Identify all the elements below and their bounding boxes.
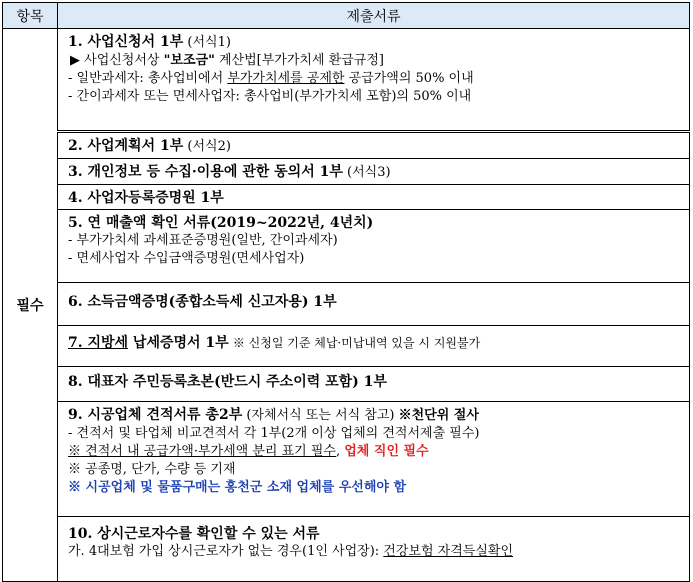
- item-9-line3: ※ 공종명, 단가, 수량 등 기재: [68, 462, 236, 477]
- row-item-7: [3, 326, 690, 367]
- item-8: [58, 367, 690, 402]
- item-10-line1-pre: 가. 4대보험 가입 상시근로자가 없는 경우(1인 사업장):: [68, 544, 384, 559]
- item-2-title: 2. 사업계획서 1부: [68, 138, 184, 154]
- item-1-line1-bold: "보조금": [163, 53, 215, 68]
- item-9-line2-comma: ,: [335, 444, 345, 459]
- item-5: [58, 210, 690, 283]
- item-5-title: 5. 연 매출액 확인 서류(2019~2022년, 4년치): [68, 215, 374, 231]
- item-1-title: 1. 사업신청서 1부: [68, 34, 184, 50]
- item-7-title-underline: 7. 지방세: [68, 335, 129, 351]
- header-documents: 제출서류: [58, 3, 690, 29]
- item-2-form: (서식2): [187, 139, 231, 154]
- document-table-wrapper: [2, 2, 690, 571]
- item-1-line2-post: 공급가액의 50% 이내: [344, 71, 474, 86]
- row-item-6: [3, 283, 690, 326]
- row-item-1: [3, 29, 690, 132]
- submission-documents-table: [2, 2, 690, 582]
- item-7: [58, 326, 690, 367]
- row-item-4: [3, 185, 690, 210]
- item-1-line3: - 간이과세자 또는 면세사업자: 총사업비(부가가치세 포함)의 50% 이내: [68, 89, 472, 104]
- item-1-line1-pre: ▶ 사업신청서상: [70, 53, 164, 68]
- item-9: [58, 402, 690, 517]
- header-item: 항목: [3, 3, 58, 29]
- item-3: [58, 159, 690, 185]
- item-1-line2-pre: - 일반과세자: 총사업비에서: [68, 71, 228, 86]
- item-9-line1: - 견적서 및 타업체 비교견적서 각 1부(2개 이상 업체의 견적서제출 필수): [68, 426, 480, 441]
- item-9-title: 9. 시공업체 견적서류 총2부: [68, 407, 243, 423]
- item-10-line1-underline: 건강보험 자격득실확인: [383, 544, 514, 559]
- item-9-line4: ※ 시공업체 및 물품구매는 홍천군 소재 업체를 우선해야 함: [68, 480, 407, 495]
- item-10-title: 10. 상시근로자수를 확인할 수 있는 서류: [68, 526, 320, 542]
- row-item-2: [3, 132, 690, 159]
- row-item-8: [3, 367, 690, 402]
- item-1-line2-underline: 부가가치세를 공제한: [227, 71, 345, 86]
- item-5-line2: - 면세사업자 수입금액증명원(면세사업자): [68, 251, 305, 266]
- item-9-title-paren: (자체서식 또는 서식 참고): [242, 408, 399, 423]
- item-10: [58, 517, 690, 582]
- item-6-title: 6. 소득금액증명(종합소득세 신고자용) 1부: [68, 294, 337, 310]
- item-6: [58, 283, 690, 326]
- row-item-5: [3, 210, 690, 283]
- item-4: [58, 185, 690, 210]
- item-5-line1: - 부가가치세 과세표준증명원(일반, 간이과세자): [68, 233, 338, 248]
- item-2: [58, 132, 690, 159]
- header-row: [3, 3, 690, 29]
- item-8-title: 8. 대표자 주민등록초본(반드시 주소이력 포함) 1부: [68, 374, 387, 390]
- row-item-9: [3, 402, 690, 517]
- category-required: 필수: [3, 29, 58, 582]
- item-7-note: ※ 신청일 기준 체납·미납내역 있을 시 지원불가: [232, 336, 481, 350]
- item-9-title-tail: ※천단위 절사: [398, 408, 479, 423]
- item-3-title: 3. 개인정보 등 수집·이용에 관한 동의서 1부: [68, 164, 343, 180]
- row-item-3: [3, 159, 690, 185]
- item-1: [58, 29, 690, 132]
- item-3-form: (서식3): [347, 165, 391, 180]
- item-4-title: 4. 사업자등록증명원 1부: [68, 190, 224, 206]
- item-1-form: (서식1): [187, 35, 231, 50]
- row-item-10: [3, 517, 690, 582]
- item-1-line1-post: 계산법[부가가치세 환급규정]: [214, 53, 384, 68]
- item-9-line2-red: 업체 직인 필수: [344, 444, 429, 459]
- item-9-line2-underline: ※ 견적서 내 공급가액·부가세액 분리 표기 필수: [68, 444, 336, 459]
- item-7-title-rest: 납세증명서 1부: [128, 335, 229, 351]
